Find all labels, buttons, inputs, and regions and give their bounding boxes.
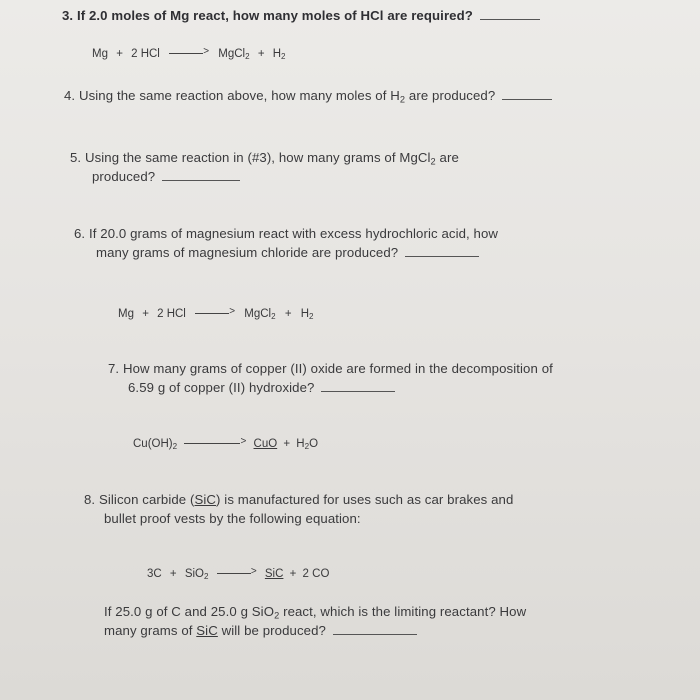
eq3-plus-2: +: [257, 48, 265, 60]
answer-blank-3[interactable]: [480, 18, 540, 20]
equation-q7: [133, 435, 319, 451]
eq6-product-h-sub: 2: [309, 312, 314, 321]
question-8-line-3: [104, 604, 526, 620]
eq6-plus-2: +: [284, 308, 292, 320]
question-7-line-2: [128, 380, 395, 395]
eq7-product-h-sub: 2: [304, 442, 310, 451]
eq3-product-h-sub: 2: [281, 52, 286, 61]
question-4-text-b: are produced?: [405, 88, 496, 103]
question-8-text-a: 8. Silicon carbide (: [84, 492, 195, 507]
eq7-product-o: O: [309, 438, 319, 450]
question-4-text-a: 4. Using the same reaction above, how many moles of H: [64, 88, 400, 103]
question-8-line-1: [84, 492, 513, 507]
question-5-text-a: 5. Using the same reaction in (#3), how many grams of MgCl: [70, 150, 431, 165]
eq7-plus: +: [283, 438, 291, 450]
question-5-sub: 2: [430, 156, 436, 167]
eq3-product-h: H: [272, 48, 282, 60]
eq3-arrow-icon: >: [169, 51, 209, 57]
question-8-line-4: [104, 623, 417, 638]
question-5-produced: produced?: [92, 169, 156, 184]
question-8-text-3a: If 25.0 g of C and 25.0 g SiO: [104, 604, 275, 619]
answer-blank-8[interactable]: [333, 633, 417, 635]
eq3-product-mgcl-sub: 2: [245, 52, 250, 61]
question-8-line-2: [104, 511, 361, 526]
eq6-product-mgcl-sub: 2: [271, 312, 276, 321]
eq6-product-h: H: [300, 308, 310, 320]
question-4-sub: 2: [399, 94, 406, 105]
question-5-text-b: are: [435, 150, 459, 165]
equation-q8: [147, 565, 330, 581]
answer-blank-7[interactable]: [321, 390, 395, 392]
eq7-product-cuo: CuO: [253, 438, 278, 450]
question-6-line-1: [74, 226, 498, 241]
question-3: [62, 8, 540, 23]
question-8-text-2: bullet proof vests by the following equation:: [104, 511, 361, 526]
question-8-sic: SiC: [194, 492, 217, 507]
eq8-reactant-sio: SiO: [184, 568, 204, 580]
equation-q3: [92, 45, 286, 61]
answer-blank-6[interactable]: [405, 255, 479, 257]
question-6-text-2: many grams of magnesium chloride are produced?: [96, 245, 399, 260]
eq8-plus-1: +: [169, 568, 177, 580]
question-6-line-2: [96, 245, 479, 260]
eq7-product-h: H: [296, 438, 305, 450]
question-8-text-3b: react, which is the limiting reactant? How: [279, 604, 527, 619]
question-8-sic-2: SiC: [196, 623, 218, 638]
eq8-product-sic: SiC: [264, 568, 284, 580]
question-7-text-2: 6.59 g of copper (II) hydroxide?: [128, 380, 315, 395]
eq6-arrow-icon: >: [195, 311, 235, 317]
eq8-plus-2: +: [289, 568, 297, 580]
question-8-text-4b: will be produced?: [217, 623, 326, 638]
eq8-arrow-icon: >: [217, 571, 257, 577]
eq7-arrow-icon: >: [184, 441, 246, 447]
eq8-reactant-sio-sub: 2: [204, 572, 209, 581]
eq3-product-mgcl: MgCl: [218, 48, 246, 60]
question-7-line-1: [108, 361, 553, 376]
question-4: [64, 88, 552, 104]
question-8-text-4a: many grams of: [104, 623, 197, 638]
question-8-sub: 2: [274, 610, 280, 621]
question-5-line-1: [70, 150, 459, 166]
eq3-reactant-mg: Mg: [92, 48, 108, 60]
eq7-reactant-cuoh: Cu(OH): [133, 438, 173, 450]
eq8-product-co: 2 CO: [302, 568, 330, 580]
eq6-reactant-mg: Mg: [118, 308, 134, 320]
eq7-reactant-sub: 2: [172, 442, 178, 451]
question-6-text-1: 6. If 20.0 grams of magnesium react with excess hydrochloric acid, how: [74, 226, 499, 241]
eq6-reactant-hcl: 2 HCl: [157, 308, 186, 320]
answer-blank-5[interactable]: [162, 179, 240, 181]
eq3-reactant-hcl: 2 HCl: [131, 48, 160, 60]
question-3-text: 3. If 2.0 moles of Mg react, how many moles of HCl are required?: [62, 8, 473, 23]
eq8-reactant-c: 3C: [147, 568, 162, 580]
answer-blank-4[interactable]: [502, 98, 552, 100]
question-7-text-1: 7. How many grams of copper (II) oxide are formed in the decomposition of: [108, 361, 553, 376]
question-8-text-b: ) is manufactured for uses such as car brakes and: [216, 492, 514, 507]
eq3-plus-1: +: [116, 48, 123, 60]
eq6-plus-1: +: [142, 308, 149, 320]
eq6-product-mgcl: MgCl: [244, 308, 272, 320]
question-5-line-2: [92, 169, 240, 184]
equation-q6: [118, 305, 314, 321]
